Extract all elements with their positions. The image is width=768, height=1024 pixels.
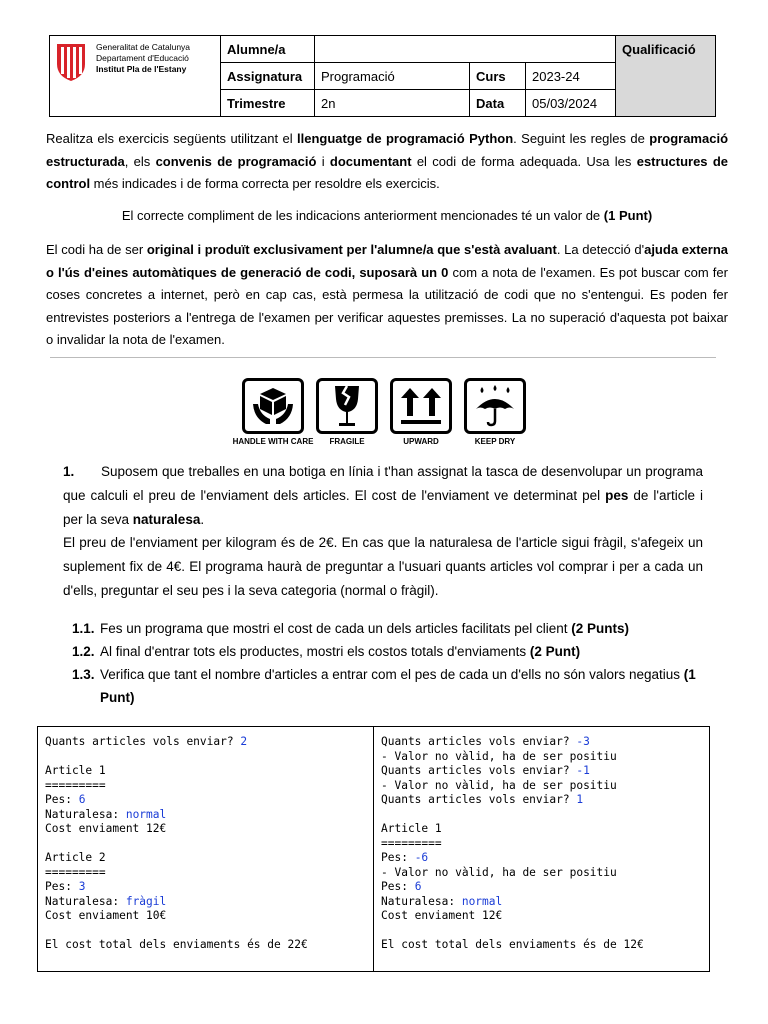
console-line bbox=[45, 837, 366, 852]
upward-icon: UPWARD bbox=[388, 378, 454, 454]
term-label: Trimestre bbox=[221, 90, 315, 117]
packaging-icons bbox=[232, 378, 530, 454]
console-line: ========= bbox=[45, 865, 106, 879]
logo-cell bbox=[50, 36, 221, 117]
console-example-left bbox=[38, 727, 373, 971]
console-line: Quants articles vols enviar? -1 bbox=[381, 764, 590, 777]
console-line: ========= bbox=[381, 836, 442, 850]
student-label: Alumne/a bbox=[221, 36, 315, 63]
console-line bbox=[381, 808, 702, 823]
console-line bbox=[45, 924, 366, 939]
console-example-right bbox=[373, 727, 709, 971]
grade-box: Qualificació bbox=[616, 36, 716, 117]
intro-paragraph-1: Realitza els exercicis següents utilitzant el llenguatge de programació Python. Seguint les regles de programació estructurada, els convenis de programació i documentant el codi de forma adequada. Usa les estructures de control més indicades i de forma correcta per resoldre els exercicis. bbox=[46, 131, 729, 191]
console-line: Naturalesa: fràgil bbox=[45, 894, 167, 908]
console-line: Quants articles vols enviar? 1 bbox=[381, 793, 584, 806]
user-input: 1 bbox=[576, 793, 584, 806]
divider bbox=[50, 357, 716, 358]
console-line: - Valor no vàlid, ha de ser positiu bbox=[381, 865, 617, 879]
console-line: Article 1 bbox=[381, 822, 442, 835]
exercise-1-details: El preu de l'enviament per kilogram és de 2€. En cas que la naturalesa de l'article sigui fràgil, s'afegeix un suplement fix de 4€. El programa haurà de preguntar a l'usuari quants articles vol comprar i per a cada un d'ells, preguntar el seu pes i la seva categoria (normal o fràgil). bbox=[63, 535, 703, 598]
user-input: fràgil bbox=[125, 894, 167, 908]
console-line: Pes: -6 bbox=[381, 851, 429, 864]
intro-paragraph-3: El codi ha de ser original i produït exclusivament per l'alumne/a que s'està avaluant. La detecció d'ajuda externa o l'ús d'eines automàtiques de generació de codi, suposarà un 0 com a nota de l'examen. Es pot buscar com fer coses concretes a internet, però en cap cas, està permesa la utilització de codi que no s'entengui. Es poden fer entrevistes posteriors a l'entrega de l'examen per verificar aquestes premisses. La no superació d'aquesta pot baixar o invalidar la nota de l'examen. bbox=[46, 242, 728, 347]
subitem-1-2: 1.2. Al final d'entrar tots els productes, mostri els costos totals d'enviaments (2 Punt) bbox=[72, 644, 581, 659]
user-input: -3 bbox=[576, 735, 590, 748]
console-line: Cost enviament 12€ bbox=[45, 822, 167, 835]
user-input: normal bbox=[461, 894, 503, 908]
fragile-icon: FRAGILE bbox=[314, 378, 380, 454]
subitem-1-1: 1.1. Fes un programa que mostri el cost de cada un dels articles facilitats pel client (2 Punts) bbox=[72, 621, 629, 636]
course-label: Curs bbox=[470, 63, 526, 90]
subject-value: Programació bbox=[315, 63, 470, 90]
console-line: Naturalesa: normal bbox=[45, 807, 167, 821]
console-line: ========= bbox=[45, 778, 106, 792]
logo-line-1: Generalitat de Catalunya bbox=[96, 42, 191, 52]
user-input: 2 bbox=[240, 735, 248, 748]
console-line: Pes: 6 bbox=[45, 793, 86, 806]
user-input: normal bbox=[125, 807, 167, 821]
generalitat-emblem-icon bbox=[54, 42, 88, 82]
console-line bbox=[381, 924, 702, 939]
console-line: Cost enviament 10€ bbox=[45, 909, 167, 922]
subject-label: Assignatura bbox=[221, 63, 315, 90]
user-input: 3 bbox=[78, 880, 86, 893]
user-input: 6 bbox=[414, 880, 422, 893]
console-line: Article 2 bbox=[45, 851, 106, 864]
console-line: Cost enviament 12€ bbox=[381, 909, 503, 922]
date-label: Data bbox=[470, 90, 526, 117]
term-value: 2n bbox=[315, 90, 470, 117]
header-table bbox=[49, 35, 716, 117]
console-line: Article 1 bbox=[45, 764, 106, 777]
console-line: El cost total dels enviaments és de 22€ bbox=[45, 938, 308, 951]
student-field[interactable] bbox=[315, 36, 616, 63]
handle-with-care-icon: HANDLE WITH CARE bbox=[240, 378, 306, 454]
date-value: 05/03/2024 bbox=[526, 90, 616, 117]
exercise-1-statement: 1. Suposem que treballes en una botiga en línia i t'han assignat la tasca de desenvolupar un programa que calculi el preu de l'enviament dels articles. El cost de l'enviament ve determinat pel pes de l'article i per la seva naturalesa. bbox=[63, 460, 703, 532]
generalitat-logo bbox=[54, 42, 216, 82]
subitem-1-3: 1.3. Verifica que tant el nombre d'articles a entrar com el pes de cada un d'ells no són valors negatius (1 Punt) bbox=[72, 667, 696, 705]
console-line: Quants articles vols enviar? -3 bbox=[381, 735, 590, 748]
logo-line-2: Departament d'Educació bbox=[96, 53, 189, 63]
user-input: -6 bbox=[414, 851, 429, 864]
exercise-number: 1. bbox=[63, 464, 75, 479]
console-line: Quants articles vols enviar? 2 bbox=[45, 735, 248, 748]
user-input: 6 bbox=[78, 793, 86, 806]
console-line: El cost total dels enviaments és de 12€ bbox=[381, 938, 644, 951]
user-input: -1 bbox=[576, 764, 590, 777]
console-line bbox=[45, 750, 366, 765]
course-value: 2023-24 bbox=[526, 63, 616, 90]
console-line: Naturalesa: normal bbox=[381, 894, 503, 908]
console-line: Pes: 3 bbox=[45, 880, 86, 893]
logo-line-3: Institut Pla de l'Estany bbox=[96, 64, 187, 74]
console-line: Pes: 6 bbox=[381, 880, 422, 893]
console-line: - Valor no vàlid, ha de ser positiu bbox=[381, 778, 617, 792]
keep-dry-icon: KEEP DRY bbox=[462, 378, 528, 454]
console-examples bbox=[37, 726, 710, 972]
intro-paragraph-2: El correcte compliment de les indicacions anteriorment mencionades té un valor de (1 Punt) bbox=[121, 208, 653, 223]
console-line: - Valor no vàlid, ha de ser positiu bbox=[381, 749, 617, 763]
